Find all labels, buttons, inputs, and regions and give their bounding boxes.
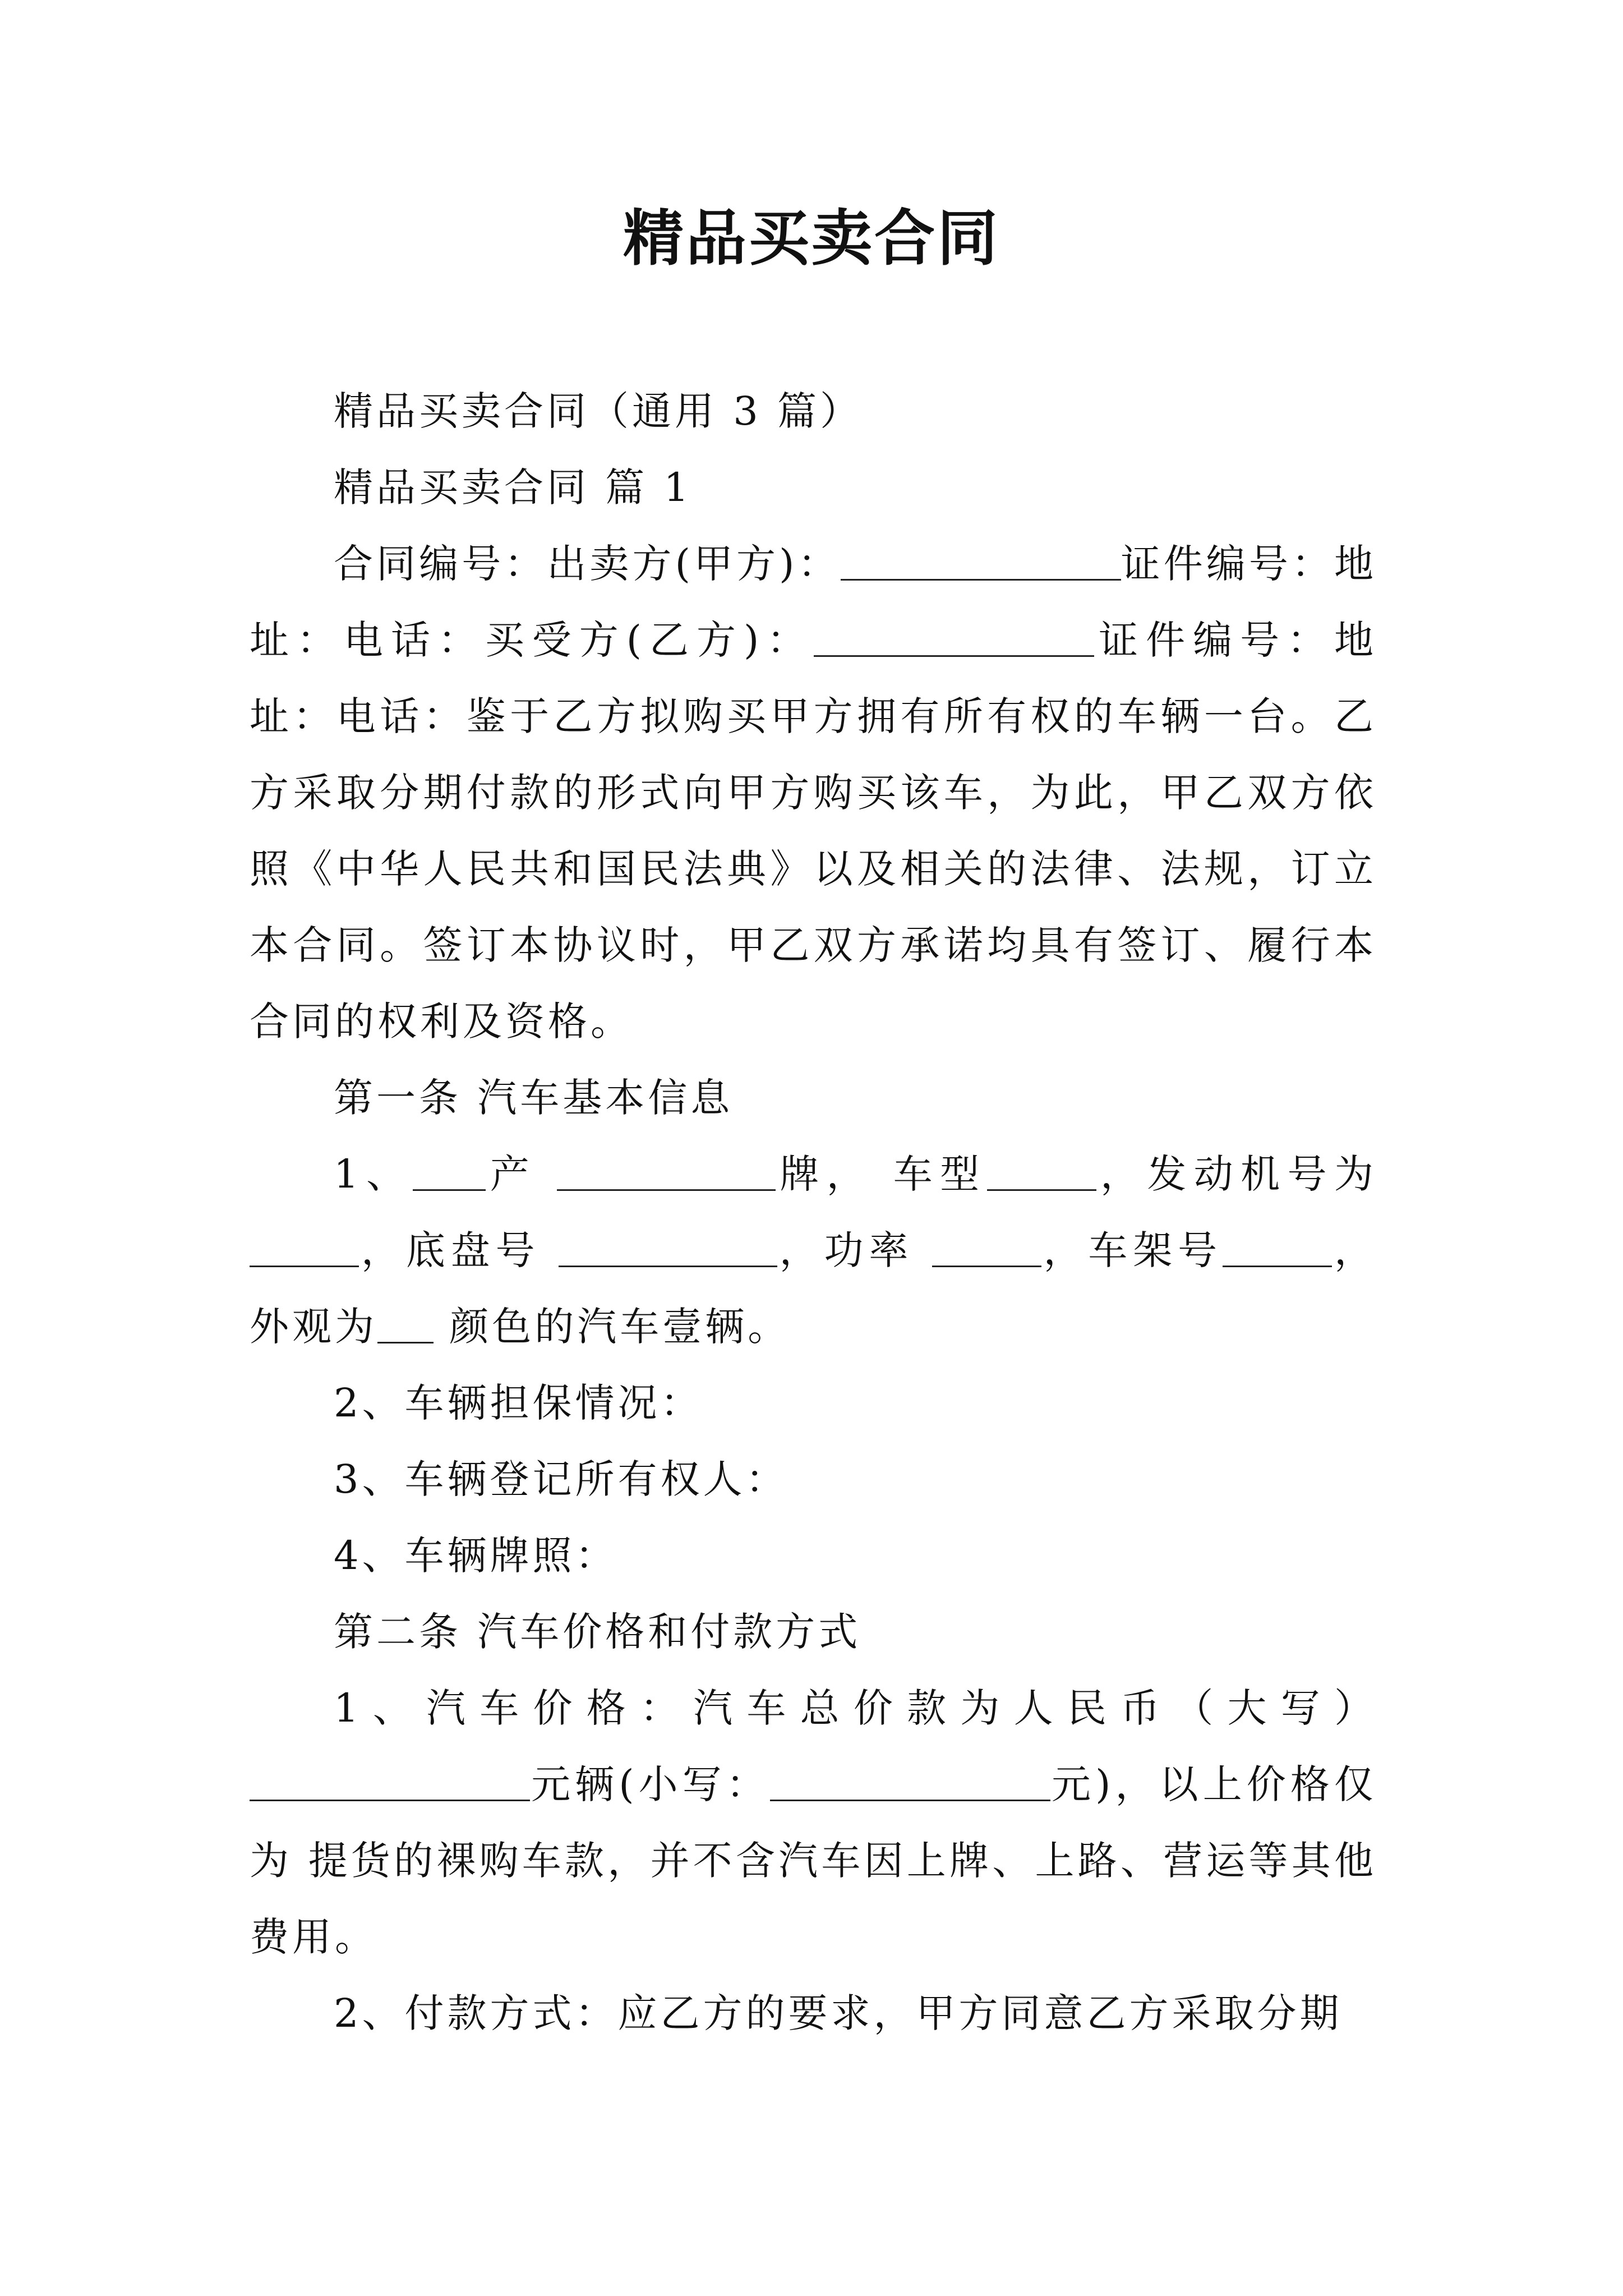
paragraph-license-plate: 4、车辆牌照： xyxy=(334,1533,618,1579)
document-body xyxy=(250,373,1377,2051)
vehicle-text-h: ，外观为 xyxy=(250,1227,1377,1350)
power-blank xyxy=(932,1226,1041,1267)
vehicle-text-i: 颜色的汽车壹辆。 xyxy=(434,1304,791,1350)
price-text-a: 1、汽车价格：汽车总价款为人民币（大写） xyxy=(334,1685,1377,1731)
paragraph-article-1-heading: 第一条 汽车基本信息 xyxy=(334,1075,734,1121)
paragraph-article-2-heading: 第二条 汽车价格和付款方式 xyxy=(334,1609,861,1655)
frame-number-blank xyxy=(1223,1226,1332,1267)
parties-text-b: 证件编号：地址：电话：买受方(乙方)： xyxy=(250,541,1377,663)
document-title: 精品买卖合同 xyxy=(623,203,1000,274)
engine-number-blank xyxy=(250,1226,359,1267)
vehicle-text-b: 产 xyxy=(486,1151,557,1197)
price-text-b: 元辆(小写： xyxy=(530,1761,770,1807)
vehicle-text-f: ，功率 xyxy=(777,1227,932,1273)
vehicle-text-g: ，车架号 xyxy=(1041,1227,1223,1273)
paragraph-section-heading: 精品买卖合同 篇 1 xyxy=(334,464,693,510)
seller-blank xyxy=(841,540,1121,581)
parties-text-a: 合同编号：出卖方(甲方)： xyxy=(334,541,841,587)
vehicle-text-d: ，发动机号为 xyxy=(1096,1151,1377,1197)
origin-blank xyxy=(413,1150,486,1191)
model-blank xyxy=(987,1150,1096,1191)
paragraph-price xyxy=(250,1670,1377,1975)
price-lower-blank xyxy=(770,1760,1050,1801)
buyer-blank xyxy=(814,616,1094,657)
paragraph-subtitle: 精品买卖合同（通用 3 篇） xyxy=(334,388,863,434)
paragraph-vehicle-info xyxy=(250,1136,1377,1365)
paragraph-guarantee: 2、车辆担保情况： xyxy=(334,1380,703,1426)
parties-text-c: 证件编号：地址：电话：鉴于乙方拟购买甲方拥有所有权的车辆一台。乙方采取分期付款的形式向甲方购买该车，为此，甲乙双方依照《中华人民共和国民法典》以及相关的法律、法规，订立本合同。签订本协议时，甲乙双方承诺均具有签订、履行本合同的权利及资格。 xyxy=(250,617,1377,1045)
vehicle-text-c: 牌， 车型 xyxy=(775,1151,987,1197)
paragraph-payment-method: 2、付款方式：应乙方的要求，甲方同意乙方采取分期 xyxy=(334,1990,1343,2036)
vehicle-text-e: ，底盘号 xyxy=(359,1227,559,1273)
price-text-c: 元)，以上价格仅为 提货的裸购车款，并不含汽车因上牌、上路、营运等其他费用。 xyxy=(250,1761,1377,1960)
price-upper-blank xyxy=(250,1760,530,1801)
brand-blank xyxy=(557,1150,776,1191)
chassis-number-blank xyxy=(559,1226,777,1267)
paragraph-parties xyxy=(250,526,1377,1060)
color-blank xyxy=(377,1303,434,1343)
vehicle-text-a: 1、 xyxy=(334,1151,413,1197)
paragraph-owner: 3、车辆登记所有权人： xyxy=(334,1456,789,1502)
